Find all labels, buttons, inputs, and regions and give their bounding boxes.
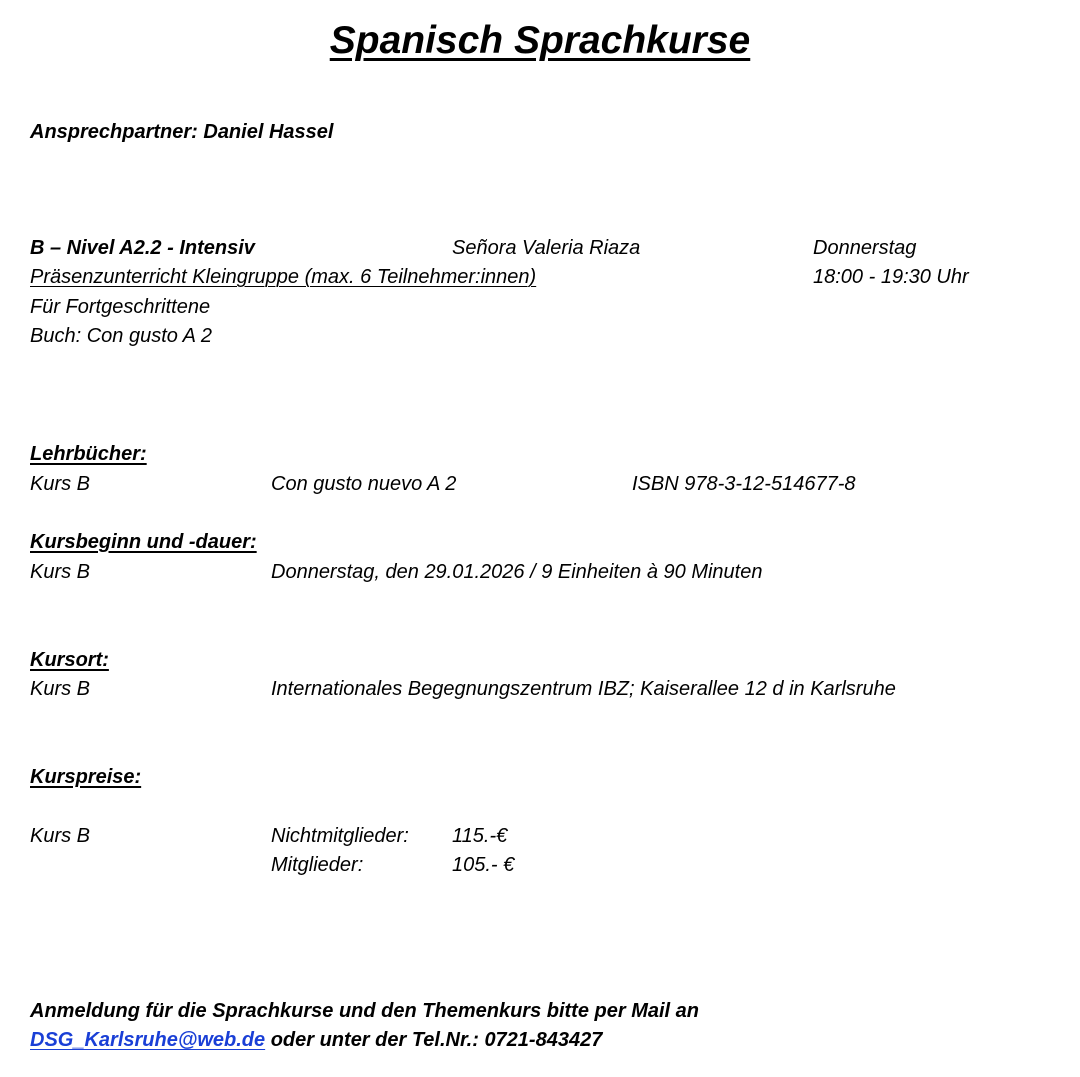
prices-heading: Kurspreise: <box>30 766 142 788</box>
email-link[interactable]: DSG_Karlsruhe@web.de <box>30 1029 266 1051</box>
registration-line: Anmeldung für die Sprachkurse und den Themenkurs bitte per Mail an <box>30 1000 699 1022</box>
course-day: Donnerstag <box>813 237 917 259</box>
course-level: Für Fortgeschrittene <box>30 296 211 318</box>
course-name: B – Nivel A2.2 - Intensiv <box>30 237 255 259</box>
nonmember-price: 115.-€ <box>452 825 508 847</box>
course-book: Buch: Con gusto A 2 <box>30 325 212 347</box>
textbooks-isbn: ISBN 978-3-12-514677-8 <box>632 473 856 495</box>
nonmember-label: Nichtmitglieder: <box>271 825 409 847</box>
member-label: Mitglieder: <box>271 854 364 876</box>
location-course: Kurs B <box>30 678 91 700</box>
textbooks-title: Con gusto nuevo A 2 <box>271 473 457 495</box>
page-title: Spanisch Sprachkurse <box>329 19 751 62</box>
course-time: 18:00 - 19:30 Uhr <box>813 266 969 288</box>
textbooks-heading: Lehrbücher: <box>30 443 147 465</box>
contact-person: Ansprechpartner: Daniel Hassel <box>30 121 334 143</box>
location-heading: Kursort: <box>30 649 109 671</box>
registration-contact <box>30 1028 602 1052</box>
prices-course: Kurs B <box>30 825 91 847</box>
phone-text: oder unter der Tel.Nr.: 0721-843427 <box>265 1029 603 1051</box>
start-course: Kurs B <box>30 561 91 583</box>
member-price: 105.- € <box>452 854 515 876</box>
start-heading: Kursbeginn und -dauer: <box>30 531 257 553</box>
start-details: Donnerstag, den 29.01.2026 / 9 Einheiten à 90 Minuten <box>271 561 763 583</box>
course-teacher: Señora Valeria Riaza <box>452 237 641 259</box>
textbooks-course: Kurs B <box>30 473 91 495</box>
location-details: Internationales Begegnungszentrum IBZ; Kaiserallee 12 d in Karlsruhe <box>271 678 896 700</box>
course-format: Präsenzunterricht Kleingruppe (max. 6 Teilnehmer:innen) <box>30 266 537 288</box>
